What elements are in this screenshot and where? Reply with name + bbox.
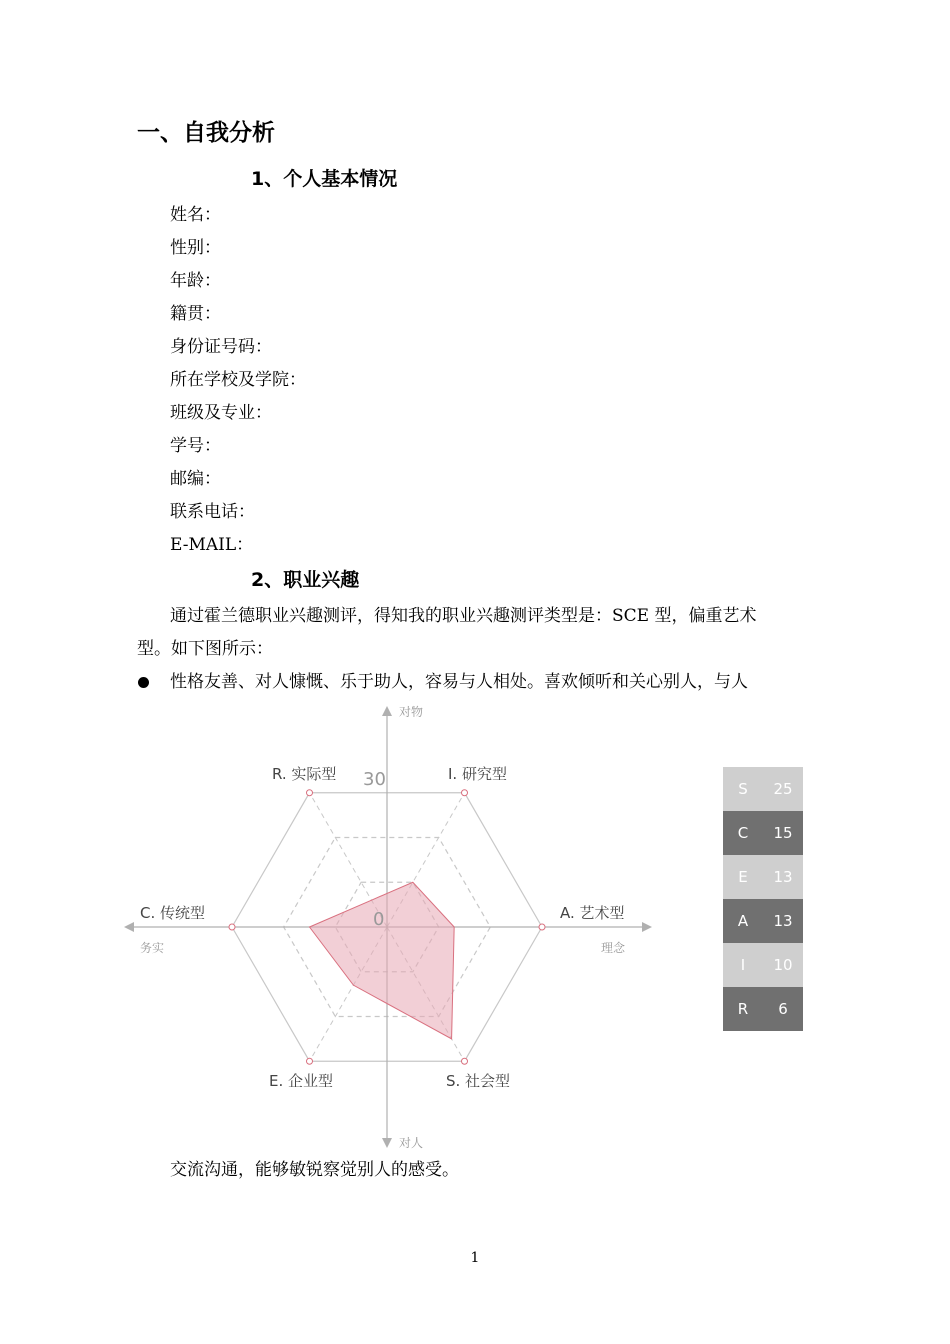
arrow-up-icon <box>382 706 392 716</box>
score-value: 15 <box>773 824 793 842</box>
score-type: S <box>738 780 748 798</box>
tick-label-max: 30 <box>363 769 386 790</box>
bullet-icon <box>138 677 149 688</box>
field-postcode-label: 邮编： <box>170 469 221 489</box>
bullet-text-line2: 交流沟通，能够敏锐察觉别人的感受。 <box>170 1160 459 1180</box>
field-class-major-label: 班级及专业： <box>170 403 272 423</box>
score-type: C <box>737 824 749 842</box>
intro-paragraph-line1: 通过霍兰德职业兴趣测评，得知我的职业兴趣测评类型是：SCE 型，偏重艺术 <box>170 606 757 626</box>
score-value: 25 <box>773 780 793 798</box>
score-type: A <box>737 912 749 930</box>
score-type: E <box>738 868 748 886</box>
score-row <box>723 943 803 987</box>
score-value: 6 <box>778 1000 788 1018</box>
field-id-number-label: 身份证号码： <box>170 337 272 357</box>
score-row <box>723 987 803 1031</box>
heading-career-interest: 2、职业兴趣 <box>251 569 360 591</box>
score-value: 13 <box>773 912 793 930</box>
arrow-down-icon <box>382 1138 392 1148</box>
page-number: 1 <box>470 1250 480 1266</box>
holland-radar-chart <box>118 700 658 1155</box>
heading-basic-info: 1、个人基本情况 <box>251 168 398 190</box>
score-type: R <box>737 1000 749 1018</box>
radar-vertex-dot <box>462 1058 468 1064</box>
field-gender-label: 性别： <box>170 238 221 258</box>
score-row <box>723 855 803 899</box>
tick-label-min: 0 <box>373 909 385 930</box>
radar-vertex-dot <box>462 790 468 796</box>
score-value: 10 <box>773 956 793 974</box>
field-student-id-label: 学号： <box>170 436 221 456</box>
field-email-label: E-MAIL： <box>170 535 254 555</box>
intro-paragraph-line2: 型。如下图所示： <box>137 639 273 659</box>
radar-axis-label: E. 企业型 <box>269 1072 334 1090</box>
score-row <box>723 899 803 943</box>
direction-label-right: 理念 <box>601 941 626 955</box>
bullet-text-line1: 性格友善、对人慷慨、乐于助人，容易与人相处。喜欢倾听和关心别人，与人 <box>170 672 748 692</box>
direction-label-left: 务实 <box>140 941 165 955</box>
score-row <box>723 767 803 811</box>
direction-label-bottom: 对人 <box>399 1136 424 1150</box>
field-name-label: 姓名： <box>170 205 221 225</box>
field-hometown-label: 籍贯： <box>170 304 221 324</box>
radar-vertex-dot <box>307 1058 313 1064</box>
score-row <box>723 811 803 855</box>
field-phone-label: 联系电话： <box>170 502 255 522</box>
score-value: 13 <box>773 868 793 886</box>
field-school-label: 所在学校及学院： <box>170 370 306 390</box>
radar-vertex-dot <box>307 790 313 796</box>
heading-self-analysis: 一、自我分析 <box>137 120 275 146</box>
direction-label-top: 对物 <box>399 705 424 719</box>
radar-vertex-dot <box>229 924 235 930</box>
arrow-right-icon <box>642 922 652 932</box>
radar-vertex-dot <box>539 924 545 930</box>
radar-axis-label: A. 艺术型 <box>560 904 625 922</box>
arrow-left-icon <box>124 922 134 932</box>
radar-axis-label: R. 实际型 <box>272 765 337 783</box>
field-age-label: 年龄： <box>170 271 221 291</box>
score-type: I <box>740 956 746 974</box>
radar-axis-label: I. 研究型 <box>448 765 507 783</box>
radar-data-polygon <box>310 882 455 1039</box>
radar-axis-label: C. 传统型 <box>140 904 206 922</box>
radar-axis-label: S. 社会型 <box>446 1072 511 1090</box>
